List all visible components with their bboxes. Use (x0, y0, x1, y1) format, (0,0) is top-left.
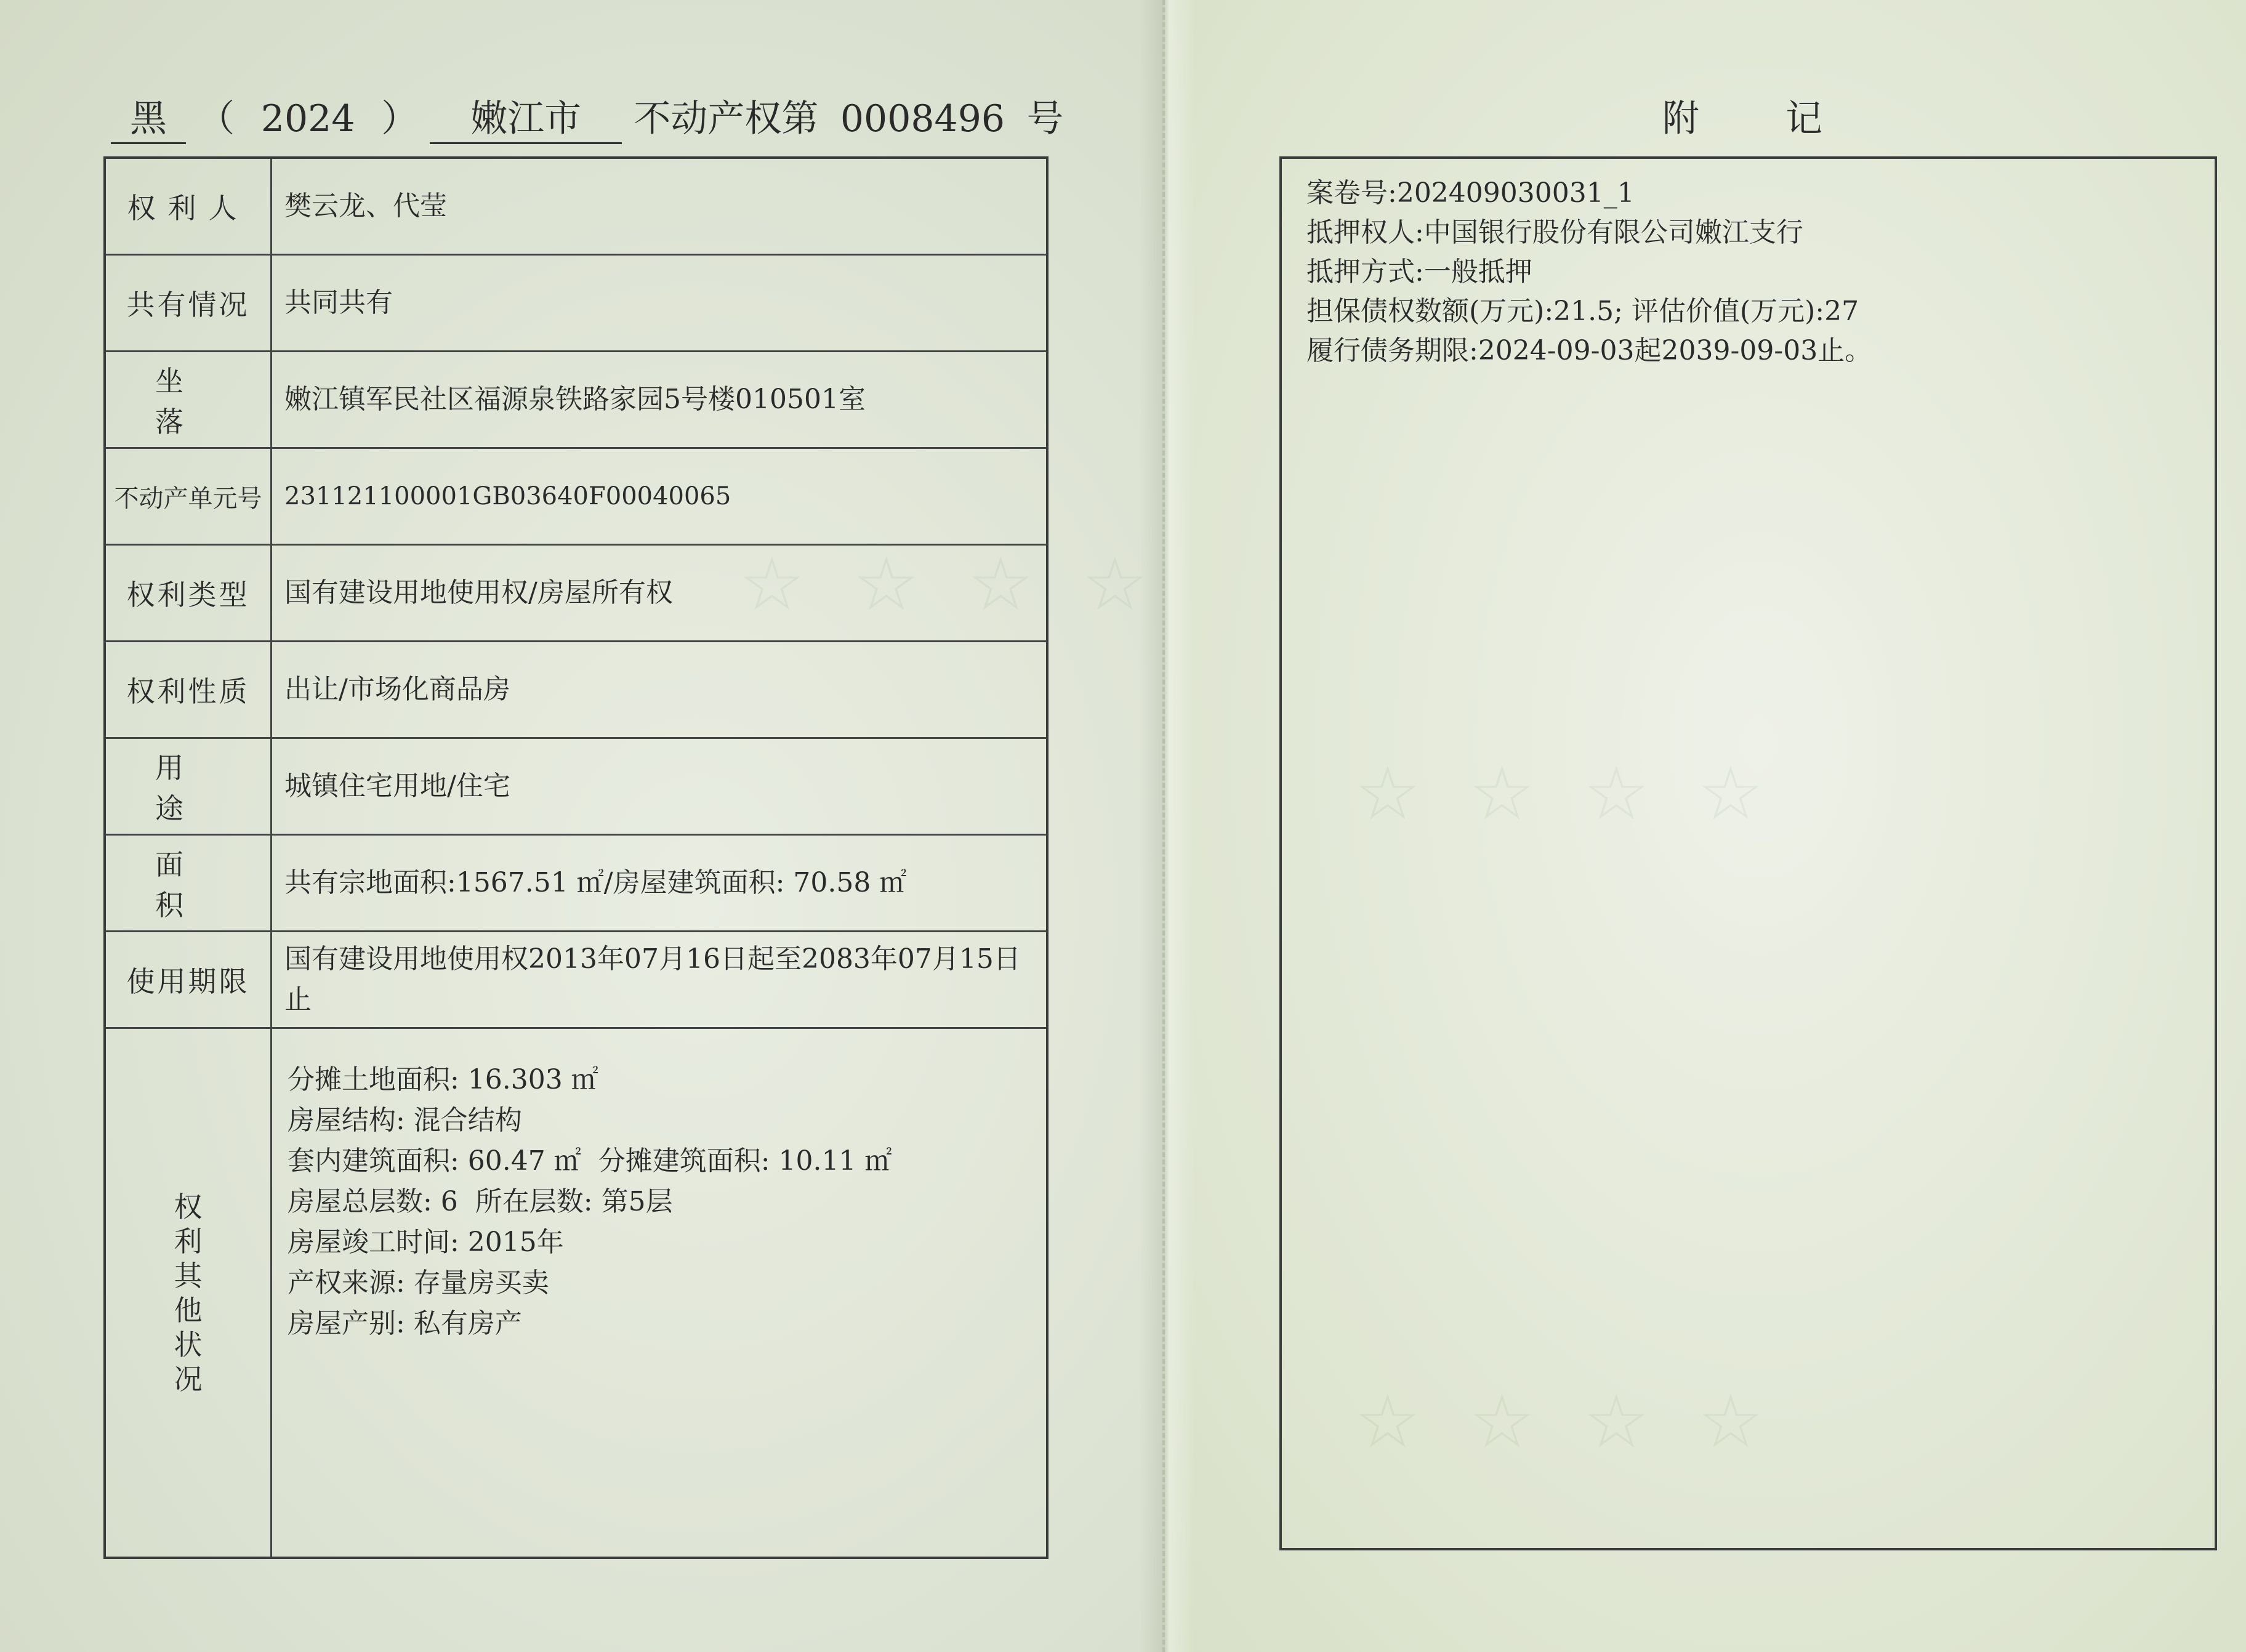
cert-city: 嫩江市 (430, 89, 622, 144)
paren-close: ） (381, 97, 419, 140)
cert-number: 0008496 (840, 97, 1005, 140)
binding-stitch (1162, 0, 1165, 1652)
appendix-line: 履行债务期限:2024-09-03起2039-09-03止。 (1306, 335, 1872, 366)
other-status-label-char: 况 (174, 1362, 203, 1396)
other-status-line: 房屋竣工时间: 2015年 (288, 1227, 564, 1258)
page-fold (1139, 0, 1194, 1652)
appendix-line: 抵押权人:中国银行股份有限公司嫩江支行 (1306, 217, 1803, 248)
unit-no-value: 231121100001GB03640F00040065 (284, 482, 731, 510)
appendix-notes (1306, 174, 1872, 371)
table-row (106, 739, 1046, 836)
area-label: 面积 (106, 836, 272, 930)
unit-no-label: 不动产单元号 (106, 449, 272, 544)
appendix-line: 担保债权数额(万元):21.5; 评估价值(万元):27 (1306, 296, 1859, 327)
table-row (106, 159, 1046, 256)
table-row (106, 352, 1046, 449)
owner-value: 樊云龙、代莹 (284, 190, 447, 222)
term-value: 国有建设用地使用权2013年07月16日起至2083年07月15日止 (284, 943, 1021, 1015)
certificate-header (111, 89, 1064, 144)
paren-open: （ (198, 97, 235, 140)
term-label: 使用期限 (106, 932, 272, 1027)
table-row (106, 642, 1046, 739)
cert-year: 2024 (260, 97, 355, 140)
right-type-label: 权利类型 (106, 546, 272, 640)
other-status-line: 房屋产别: 私有房产 (288, 1308, 522, 1339)
location-value: 嫩江镇军民社区福源泉铁路家园5号楼010501室 (284, 384, 866, 415)
appendix-line: 抵押方式:一般抵押 (1306, 256, 1532, 288)
other-status-label-char: 其 (174, 1259, 203, 1292)
other-status-line: 分摊土地面积: 16.303 ㎡ (288, 1064, 598, 1095)
cert-prefix: 不动产权第 (634, 97, 819, 140)
property-rights-table (103, 156, 1049, 1559)
other-status-label (106, 1029, 272, 1557)
other-status-lines (288, 1060, 892, 1344)
right-nature-label: 权利性质 (106, 642, 272, 737)
appendix-box (1279, 156, 2217, 1550)
right-type-value: 国有建设用地使用权/房屋所有权 (284, 577, 673, 608)
co-ownership-value: 共同共有 (284, 287, 393, 318)
table-row (106, 836, 1046, 932)
table-row (106, 932, 1046, 1029)
other-status-line: 产权来源: 存量房买卖 (288, 1267, 549, 1299)
other-status-label-char: 权 (174, 1190, 203, 1223)
table-row (106, 449, 1046, 546)
table-row (106, 546, 1046, 642)
cert-suffix: 号 (1026, 97, 1064, 140)
other-status-line: 房屋总层数: 6 所在层数: 第5层 (288, 1186, 673, 1217)
table-row (106, 1029, 1046, 1557)
appendix-line: 案卷号:202409030031_1 (1306, 177, 1635, 209)
area-value: 共有宗地面积:1567.51 ㎡/房屋建筑面积: 70.58 ㎡ (284, 867, 907, 898)
co-ownership-label: 共有情况 (106, 256, 272, 350)
owner-label: 权利人 (106, 159, 272, 254)
appendix-title: 附记 (1662, 97, 1909, 140)
other-status-label-char: 利 (174, 1224, 203, 1258)
province-abbr: 黑 (111, 89, 186, 144)
usage-label: 用途 (106, 739, 272, 834)
table-row (106, 256, 1046, 352)
right-nature-value: 出让/市场化商品房 (284, 674, 510, 705)
other-status-label-text (173, 1190, 204, 1396)
other-status-label-char: 他 (174, 1293, 203, 1327)
usage-value: 城镇住宅用地/住宅 (284, 770, 510, 802)
other-status-label-char: 状 (174, 1328, 203, 1361)
other-status-line: 房屋结构: 混合结构 (288, 1105, 522, 1136)
location-label: 坐落 (106, 352, 272, 447)
other-status-line: 套内建筑面积: 60.47 ㎡ 分摊建筑面积: 10.11 ㎡ (288, 1145, 892, 1177)
